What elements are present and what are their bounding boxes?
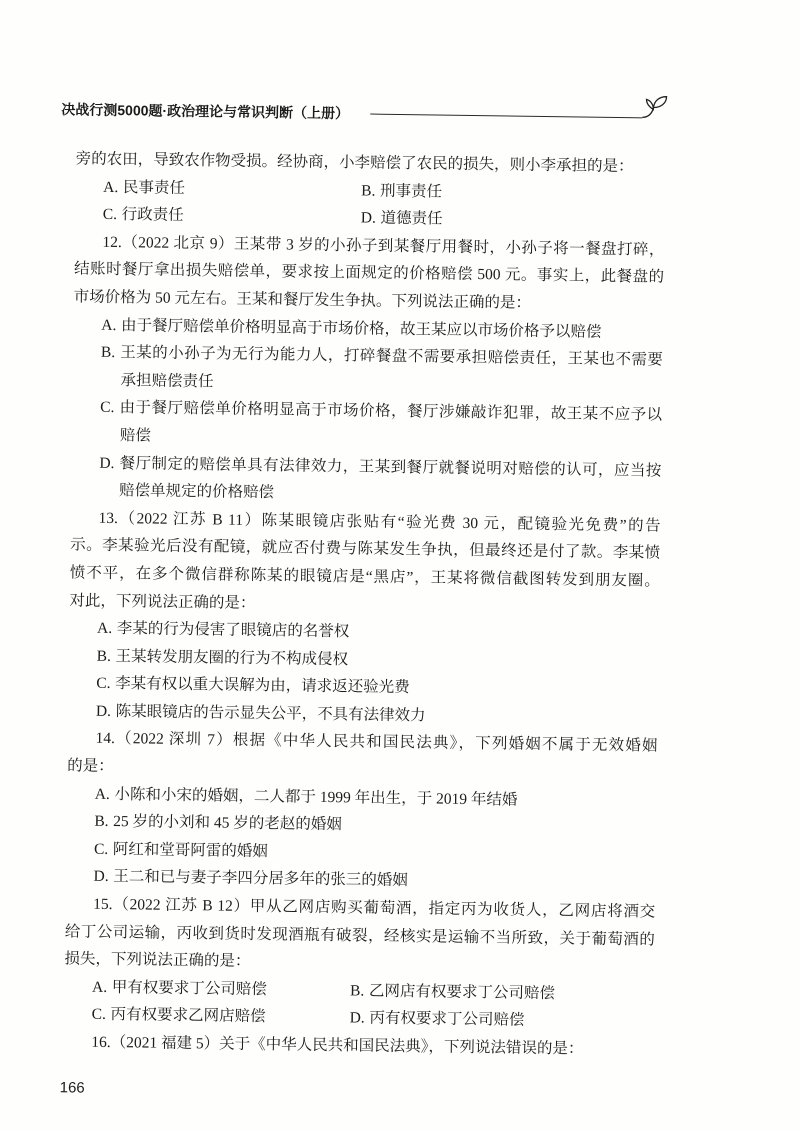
option-text: 甲有权要求丁公司赔偿 — [111, 978, 267, 998]
option-b — [350, 977, 555, 1007]
option-text: 阿红和堂哥阿雷的婚姻 — [112, 840, 268, 861]
stem-text: 结账时餐厅拿出损失赔偿单，要求按上面规定的价格赔偿 500 元。事实上，此餐盘的 — [73, 260, 665, 287]
option-label: D. — [349, 1009, 365, 1027]
stem-text: 对此，下列说法正确的是： — [69, 591, 256, 612]
option-text: 刑事责任 — [379, 182, 443, 201]
running-header-title: 决战行测5000题·政治理论与常识判断（上册） — [61, 101, 350, 122]
sprout-icon — [640, 93, 670, 127]
question-source: （2022 北京 9） — [121, 233, 235, 253]
option-label: B. — [96, 647, 112, 665]
option-b — [361, 177, 442, 206]
stem-text: 示。李某验光后没有配镜，就应否付费与陈某发生争执，但最终还是付了款。李某愤 — [70, 536, 661, 562]
option-text: 丙有权要求乙网店赔偿 — [110, 1006, 266, 1026]
option-text: 王某转发朋友圈的行为不构成侵权 — [115, 647, 349, 668]
option-text: 王二和已与妻子李四分居多年的张三的婚姻 — [113, 868, 408, 890]
option-label: B. — [94, 813, 109, 831]
question-source: （2022 深圳 7） — [114, 730, 233, 750]
question-number: 14. — [95, 730, 116, 748]
stem-text: 旁的农田，导致农作物受损。经协商，小李赔偿了农民的损失，则小李承担的是： — [75, 150, 634, 176]
stem-text: 的是： — [67, 757, 114, 776]
question-source: （2022 江苏 B 11） — [117, 509, 262, 529]
option-label: C. — [100, 399, 115, 417]
stem-text: 愤不平，在多个微信群称陈某的眼镜店是“黑店”，王某将微信截图转发到朋友圈。 — [69, 564, 660, 590]
option-label: C. — [102, 206, 118, 224]
stem-text: 给丁公司运输，丙收到货时发现酒瓶有破裂，经核实是运输不当所致，关于葡萄酒的 — [64, 922, 655, 949]
option-label: D. — [360, 209, 377, 227]
option-text: 乙网店有权要求丁公司赔偿 — [368, 982, 556, 1003]
option-text: 王某的小孙子为无行为能力人，打碎餐盘不需要承担赔偿责任，王某也不需要 — [119, 344, 664, 369]
option-label: D. — [93, 868, 109, 886]
question-number: 12. — [102, 233, 122, 251]
stem-text: 市场价格为 50 元左右。王某和餐厅发生争执。下列说法正确的是： — [73, 288, 532, 312]
option-c — [103, 201, 184, 230]
question-source: （2022 江苏 B 12） — [112, 896, 250, 915]
option-text: 餐厅制定的赔偿单具有法律效力，王某到餐厅就餐说明对赔偿的认可，应当按 — [118, 454, 662, 480]
stem-text: 根据《中华人民共和国民法典》，下列婚姻不属于无效婚姻 — [232, 732, 658, 756]
option-label: B. — [349, 982, 365, 1000]
option-label: C. — [96, 675, 111, 693]
question-number: 16. — [91, 1033, 111, 1052]
option-text: 道德责任 — [380, 209, 443, 228]
option-label: D. — [99, 454, 115, 472]
stem-text: 王某带 3 岁的小孙子到某餐厅用餐时，小孙子将一餐盘打碎， — [233, 235, 665, 259]
question-number: 13. — [98, 509, 119, 527]
option-text: 李某有权以重大误解为由，请求返还验光费 — [115, 675, 410, 697]
option-text: 行政责任 — [121, 206, 184, 225]
stem-text: 关于《中华人民共和国民法典》，下列说法错误的是： — [219, 1035, 584, 1058]
option-text: 赔偿单规定的价格赔偿 — [118, 482, 275, 502]
option-text: 赔偿 — [119, 427, 151, 445]
option-label: A. — [103, 178, 119, 196]
option-label: A. — [101, 316, 117, 334]
option-label: A. — [96, 619, 113, 638]
option-label: C. — [91, 1006, 107, 1024]
option-label: B. — [361, 182, 376, 200]
option-d — [361, 205, 443, 234]
option-label: B. — [100, 343, 116, 362]
option-text: 李某的行为侵害了眼镜店的名誉权 — [116, 620, 350, 641]
header-rule — [370, 114, 642, 119]
page-body — [63, 145, 666, 1064]
stem-text: 陈某眼镜店张贴有“验光费 30 元，配镜验光免费”的告 — [261, 511, 661, 535]
option-label: A. — [91, 978, 108, 996]
option-text: 丙有权要求丁公司赔偿 — [369, 1010, 525, 1030]
option-text: 由于餐厅赔偿单价格明显高于市场价格，故王某应以市场价格予以赔偿 — [120, 316, 602, 341]
question-source: （2021 福建 5） — [110, 1034, 220, 1053]
option-label: A. — [94, 785, 110, 803]
option-text: 25 岁的小刘和 45 岁的老赵的婚姻 — [113, 813, 342, 834]
stem-text: 甲从乙网店购买葡萄酒，指定丙为收货人，乙网店将酒交 — [249, 897, 656, 921]
page-content — [42, 85, 686, 1114]
option-a — [103, 173, 185, 202]
stem-text: 损失，下列说法正确的是： — [64, 950, 251, 971]
option-d — [349, 1005, 524, 1035]
option-text: 承担赔偿责任 — [120, 371, 214, 391]
option-c — [91, 1001, 265, 1031]
option-a — [92, 974, 267, 1004]
option-text: 小陈和小宋的婚姻，二人都于 1999 年出生，于 2019 年结婚 — [114, 785, 518, 809]
option-text: 民事责任 — [122, 178, 186, 197]
question-number: 15. — [93, 895, 113, 914]
page-number: 166 — [59, 1079, 85, 1097]
option-label: C. — [93, 840, 109, 858]
option-text: 由于餐厅赔偿单价格明显高于市场价格，餐厅涉嫌敲诈犯罪，故王某不应予以 — [118, 399, 663, 424]
option-text: 陈某眼镜店的告示显失公平，不具有法律效力 — [115, 702, 426, 725]
option-label: D. — [95, 702, 112, 720]
